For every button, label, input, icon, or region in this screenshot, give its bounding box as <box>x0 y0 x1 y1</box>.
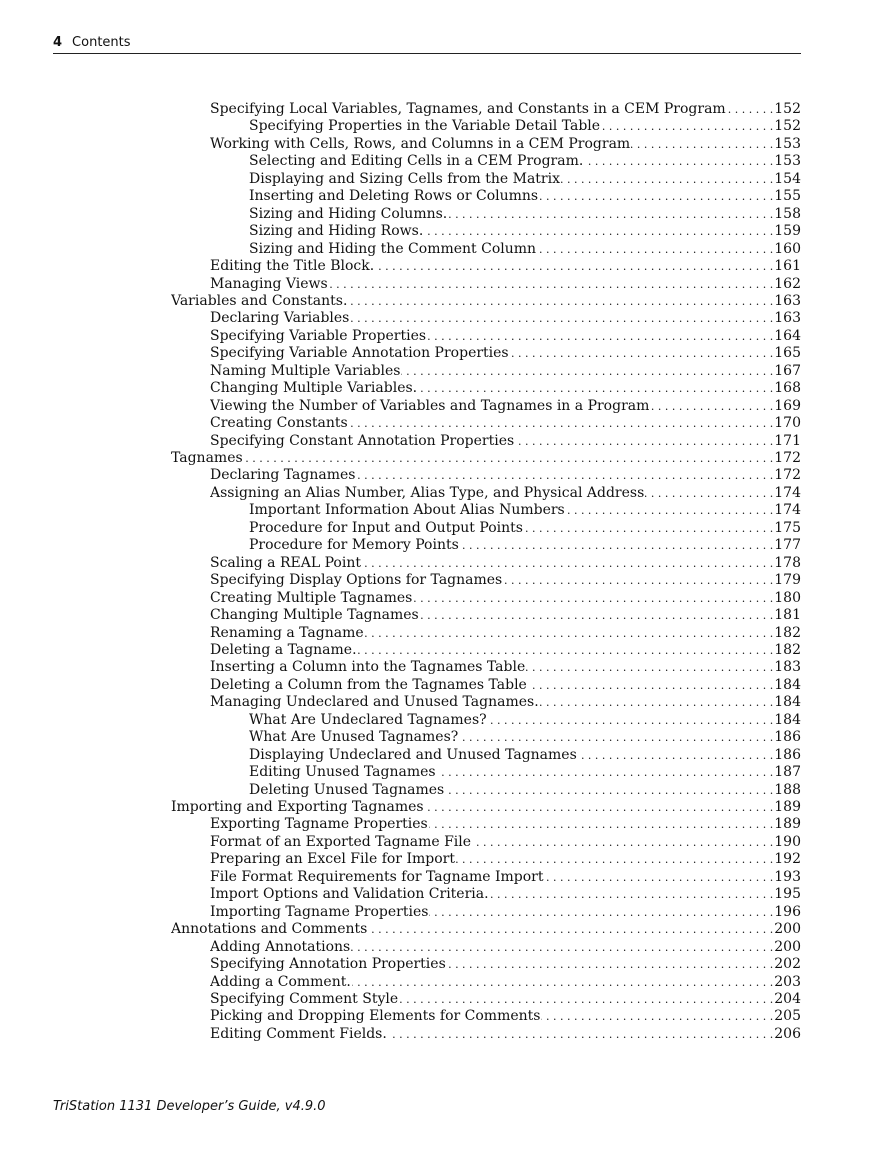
toc-entry-page: 206 <box>774 1025 801 1042</box>
dot-leader <box>244 450 774 467</box>
toc-entry[interactable] <box>210 1026 801 1043</box>
toc-entry[interactable] <box>210 1008 801 1025</box>
toc-entry[interactable] <box>249 241 801 258</box>
toc-entry-page: 186 <box>774 746 801 763</box>
dot-leader <box>429 904 773 921</box>
toc-entry[interactable] <box>249 537 801 554</box>
toc-entry-page: 188 <box>774 781 801 798</box>
page-number: 4 <box>53 35 63 50</box>
dot-leader <box>515 433 773 450</box>
toc-entry-title: Renaming a Tagname <box>210 624 364 641</box>
dot-leader <box>503 572 773 589</box>
toc-entry[interactable] <box>249 747 801 764</box>
toc-entry[interactable] <box>249 712 801 729</box>
toc-entry[interactable] <box>210 345 801 362</box>
dot-leader <box>528 677 773 694</box>
toc-entry[interactable] <box>249 729 801 746</box>
toc-entry[interactable] <box>210 939 801 956</box>
toc-entry-title: Creating Multiple Tagnames <box>210 589 413 606</box>
toc-entry-page: 204 <box>774 990 801 1007</box>
toc-entry-page: 193 <box>774 868 801 885</box>
toc-entry-page: 202 <box>774 956 801 973</box>
toc-entry-title: What Are Unused Tagnames? <box>249 729 459 746</box>
dot-leader <box>420 607 774 624</box>
toc-entry-title: Deleting a Column from the Tagnames Table <box>210 676 527 693</box>
dot-leader <box>365 625 774 642</box>
toc-entry[interactable] <box>249 502 801 519</box>
toc-entry-title: Specifying Local Variables, Tagnames, and Constants in a CEM Program <box>210 101 726 117</box>
toc-entry[interactable] <box>210 572 801 589</box>
toc-entry-title: Importing Tagname Properties <box>210 903 429 920</box>
toc-entry-title: Deleting Unused Tagnames <box>249 781 445 798</box>
toc-entry-title: Managing Views <box>210 275 328 292</box>
dot-leader <box>584 153 773 170</box>
toc-entry-page: 154 <box>774 170 801 187</box>
dot-leader <box>445 782 773 799</box>
dot-leader <box>448 206 773 223</box>
dot-leader <box>437 764 774 781</box>
section-title: Contents <box>72 35 131 50</box>
dot-leader <box>348 293 773 310</box>
toc-entry-title: Format of an Exported Tagname File <box>210 833 472 850</box>
toc-entry-page: 174 <box>774 484 801 501</box>
toc-entry-page: 189 <box>774 799 801 815</box>
toc-entry-page: 168 <box>774 380 801 397</box>
toc-entry[interactable] <box>249 520 801 537</box>
toc-entry[interactable] <box>210 555 801 572</box>
toc-entry[interactable] <box>171 799 801 816</box>
dot-leader <box>510 345 774 362</box>
toc-entry-page: 175 <box>774 519 801 536</box>
toc-entry[interactable] <box>210 276 801 293</box>
toc-entry-page: 184 <box>774 694 801 711</box>
toc-entry-page: 169 <box>774 397 801 414</box>
toc-entry-title: Creating Constants <box>210 415 348 432</box>
toc-entry-title: Managing Undeclared and Unused Tagnames. <box>210 694 539 711</box>
dot-leader <box>650 398 773 415</box>
toc-entry-title: Editing the Title Block. <box>210 258 375 275</box>
toc-entry-title: Naming Multiple Variables <box>210 362 401 379</box>
toc-entry-page: 152 <box>774 101 801 117</box>
dot-leader <box>375 258 773 275</box>
toc-entry-title: Declaring Tagnames <box>210 467 356 484</box>
toc-entry-page: 192 <box>774 851 801 868</box>
toc-entry[interactable] <box>210 904 801 921</box>
toc-entry-page: 203 <box>774 973 801 990</box>
dot-leader <box>631 136 773 153</box>
toc-entry-page: 153 <box>774 153 801 170</box>
toc-entry-page: 177 <box>774 537 801 554</box>
toc-entry[interactable] <box>249 118 801 135</box>
toc-entry-page: 164 <box>774 327 801 344</box>
toc-entry[interactable] <box>210 956 801 973</box>
toc-entry-title: Procedure for Input and Output Points <box>249 519 523 536</box>
toc-entry[interactable] <box>210 363 801 380</box>
toc-entry-title: File Format Requirements for Tagname Import <box>210 868 544 885</box>
toc-entry-page: 162 <box>774 275 801 292</box>
toc-entry[interactable] <box>249 153 801 170</box>
toc-entry[interactable] <box>210 625 801 642</box>
toc-entry[interactable] <box>249 188 801 205</box>
toc-entry-page: 195 <box>774 886 801 903</box>
toc-entry-page: 160 <box>774 240 801 257</box>
toc-entry-page: 184 <box>774 711 801 728</box>
toc-entry[interactable] <box>210 310 801 327</box>
toc-entry-title: Inserting and Deleting Rows or Columns <box>249 188 539 205</box>
dot-leader <box>349 415 774 432</box>
dot-leader <box>541 1008 773 1025</box>
dot-leader <box>490 886 774 903</box>
toc-entry-page: 187 <box>774 764 801 781</box>
dot-leader <box>544 869 773 886</box>
page-footer: TriStation 1131 Developer’s Guide, v4.9.0 <box>53 1099 326 1114</box>
toc-entry[interactable] <box>210 101 801 118</box>
dot-leader <box>413 590 773 607</box>
toc-entry-page: 181 <box>774 607 801 624</box>
toc-entry-page: 186 <box>774 729 801 746</box>
dot-leader <box>539 188 773 205</box>
toc-entry-page: 200 <box>774 921 801 938</box>
toc-entry-title: Import Options and Validation Criteria. <box>210 886 489 903</box>
toc-entry-title: Specifying Variable Properties <box>210 327 427 344</box>
dot-leader <box>356 467 773 484</box>
toc-entry[interactable] <box>210 590 801 607</box>
toc-entry-title: Assigning an Alias Number, Alias Type, and Physical Address <box>210 484 645 501</box>
toc-entry[interactable] <box>210 485 801 502</box>
toc-entry[interactable] <box>210 991 801 1008</box>
toc-entry-title: Annotations and Comments <box>171 921 368 938</box>
toc-entry-page: 172 <box>774 467 801 484</box>
toc-entry-page: 163 <box>774 292 801 309</box>
toc-entry[interactable] <box>210 415 801 432</box>
dot-leader <box>350 310 773 327</box>
toc-entry-title: Specifying Annotation Properties <box>210 956 446 973</box>
toc-entry-page: 167 <box>774 362 801 379</box>
toc-entry[interactable] <box>210 467 801 484</box>
toc-entry[interactable] <box>210 869 801 886</box>
dot-leader <box>399 991 773 1008</box>
toc-entry-page: 184 <box>774 676 801 693</box>
dot-leader <box>460 537 773 554</box>
toc-entry-title: Declaring Variables <box>210 310 350 327</box>
toc-entry[interactable] <box>210 328 801 345</box>
toc-entry-page: 178 <box>774 554 801 571</box>
toc-entry-page: 159 <box>774 223 801 240</box>
toc-entry[interactable] <box>210 974 801 991</box>
toc-entry-page: 180 <box>774 589 801 606</box>
toc-entry-title: Viewing the Number of Variables and Tagnames in a Program <box>210 397 650 414</box>
toc-entry-title: Specifying Comment Style <box>210 990 399 1007</box>
toc-entry-page: 182 <box>774 624 801 641</box>
dot-leader <box>727 101 774 118</box>
toc-entry[interactable] <box>210 834 801 851</box>
toc-entry[interactable] <box>210 851 801 868</box>
toc-entry-page: 153 <box>774 135 801 152</box>
dot-leader <box>472 834 773 851</box>
dot-leader <box>459 729 773 746</box>
toc-entry-title: Editing Comment Fields. <box>210 1025 387 1042</box>
dot-leader <box>388 1026 773 1043</box>
toc-entry[interactable] <box>249 764 801 781</box>
toc-entry-page: 182 <box>774 641 801 658</box>
dot-leader <box>368 921 773 938</box>
dot-leader <box>578 747 774 764</box>
toc-entry[interactable] <box>171 921 801 938</box>
toc-entry-title: Deleting a Tagname. <box>210 641 357 658</box>
dot-leader <box>358 642 774 659</box>
toc-entry-title: Changing Multiple Tagnames <box>210 607 419 624</box>
toc-entry[interactable] <box>210 607 801 624</box>
toc-entry-page: 172 <box>774 450 801 466</box>
toc-entry-page: 165 <box>774 345 801 362</box>
toc-entry-page: 179 <box>774 572 801 589</box>
toc-entry-page: 163 <box>774 310 801 327</box>
dot-leader <box>488 712 774 729</box>
dot-leader <box>447 956 774 973</box>
toc-entry-title: Working with Cells, Rows, and Columns in a CEM Program <box>210 135 631 152</box>
dot-leader <box>425 799 774 816</box>
toc-entry-title: Displaying Undeclared and Unused Tagnames <box>249 746 577 763</box>
page-header <box>53 35 801 54</box>
dot-leader <box>424 223 773 240</box>
dot-leader <box>352 974 773 991</box>
dot-leader <box>540 694 774 711</box>
toc-entry[interactable] <box>210 886 801 903</box>
toc-entry-page: 200 <box>774 938 801 955</box>
dot-leader <box>401 363 773 380</box>
toc-entry[interactable] <box>210 642 801 659</box>
dot-leader <box>645 485 773 502</box>
toc-entry-title: Displaying and Sizing Cells from the Matrix <box>249 170 560 187</box>
toc-entry-title: Specifying Properties in the Variable Detail Table <box>249 118 601 135</box>
dot-leader <box>524 520 773 537</box>
toc-entry[interactable] <box>171 450 801 467</box>
toc-entry-page: 183 <box>774 659 801 676</box>
dot-leader <box>601 118 773 135</box>
toc-entry-page: 205 <box>774 1008 801 1025</box>
dot-leader <box>566 502 774 519</box>
toc-entry-title: Changing Multiple Variables. <box>210 380 418 397</box>
toc-entry-title: Importing and Exporting Tagnames <box>171 799 424 815</box>
dot-leader <box>329 276 774 293</box>
toc-entry-title: Editing Unused Tagnames <box>249 764 436 781</box>
toc-entry-page: 196 <box>774 903 801 920</box>
toc-entry-title: Sizing and Hiding the Comment Column <box>249 240 537 257</box>
dot-leader <box>561 171 773 188</box>
dot-leader <box>351 939 773 956</box>
toc-entry[interactable] <box>249 171 801 188</box>
toc-entry-title: Tagnames <box>171 450 243 466</box>
toc-entry[interactable] <box>210 694 801 711</box>
dot-leader <box>429 816 774 833</box>
toc-entry-title: Specifying Variable Annotation Properties <box>210 345 509 362</box>
toc-entry-page: 170 <box>774 415 801 432</box>
toc-entry[interactable] <box>210 433 801 450</box>
toc-entry-title: Variables and Constants. <box>171 292 348 309</box>
dot-leader <box>526 659 773 676</box>
toc-entry-title: Adding Annotations <box>210 938 351 955</box>
toc-entry-title: Important Information About Alias Numbers <box>249 502 565 519</box>
toc-entry[interactable] <box>249 223 801 240</box>
dot-leader <box>418 380 773 397</box>
toc-entry-title: Selecting and Editing Cells in a CEM Program. <box>249 153 584 170</box>
toc-entry-title: Adding a Comment. <box>210 973 351 990</box>
toc-entry-title: Specifying Constant Annotation Properties <box>210 432 515 449</box>
dot-leader <box>427 328 773 345</box>
toc-entry[interactable] <box>210 380 801 397</box>
toc-entry-page: 161 <box>774 258 801 275</box>
toc-entry-title: Preparing an Excel File for Import <box>210 851 455 868</box>
toc-entry-title: Scaling a REAL Point <box>210 554 361 571</box>
toc-entry-title: Procedure for Memory Points <box>249 537 459 554</box>
toc-entry-title: Specifying Display Options for Tagnames <box>210 572 503 589</box>
toc-entry-page: 152 <box>774 118 801 135</box>
toc-entry-page: 171 <box>774 432 801 449</box>
toc-entry[interactable] <box>210 258 801 275</box>
toc-entry-title: Picking and Dropping Elements for Comments <box>210 1008 541 1025</box>
dot-leader <box>537 241 773 258</box>
dot-leader <box>456 851 773 868</box>
toc-entry-page: 190 <box>774 833 801 850</box>
toc-entry-title: Exporting Tagname Properties <box>210 816 428 833</box>
toc-entry[interactable] <box>171 293 801 310</box>
dot-leader <box>362 555 773 572</box>
toc-entry-title: Sizing and Hiding Columns. <box>249 205 448 222</box>
toc-entry-page: 155 <box>774 188 801 205</box>
toc-entry-title: What Are Undeclared Tagnames? <box>249 711 487 728</box>
toc-entry[interactable] <box>249 782 801 799</box>
toc-entry-title: Sizing and Hiding Rows. <box>249 223 424 240</box>
toc-entry-page: 158 <box>774 205 801 222</box>
toc-entry[interactable] <box>210 659 801 676</box>
toc-entry[interactable] <box>210 816 801 833</box>
toc-entry[interactable] <box>249 206 801 223</box>
toc-entry-page: 174 <box>774 502 801 519</box>
toc-entry[interactable] <box>210 677 801 694</box>
toc-entry-title: Inserting a Column into the Tagnames Table <box>210 659 526 676</box>
toc-entry[interactable] <box>210 398 801 415</box>
toc-entry-page: 189 <box>774 816 801 833</box>
toc-entry[interactable] <box>210 136 801 153</box>
